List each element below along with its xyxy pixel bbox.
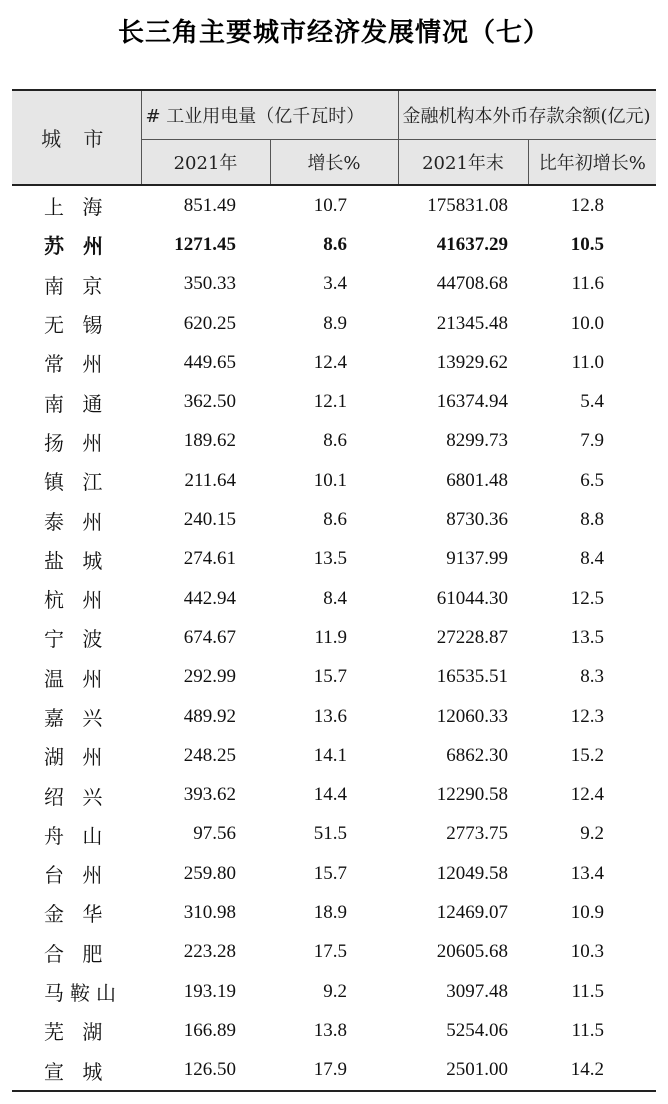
deposit-growth: 9.2 [580, 823, 605, 845]
city-name: 无 锡 [44, 313, 109, 338]
city-name: 金 华 [44, 902, 109, 927]
electricity-value: 310.98 [183, 901, 236, 923]
deposit-value: 8299.73 [446, 430, 508, 452]
deposit-value: 16374.94 [436, 391, 508, 413]
table-row [12, 343, 656, 382]
deposit-yearend-header: 2021年末 [398, 140, 528, 186]
electricity-growth: 8.9 [323, 312, 347, 334]
city-name: 镇 江 [44, 470, 109, 495]
city-name: 舟 山 [44, 823, 109, 848]
table-header [12, 90, 656, 185]
table-row [12, 500, 656, 539]
electricity-value: 350.33 [183, 273, 236, 295]
city-name: 宁 波 [44, 627, 109, 652]
electricity-value: 449.65 [183, 351, 236, 373]
electricity-growth: 8.4 [323, 587, 347, 609]
electricity-growth: 14.4 [313, 784, 347, 806]
deposit-growth: 15.2 [570, 744, 605, 766]
table-row [12, 618, 656, 657]
electricity-value: 1271.45 [174, 233, 236, 255]
city-name: 上 海 [44, 195, 109, 220]
city-name: 泰 州 [44, 509, 109, 534]
electricity-growth: 51.5 [313, 823, 347, 845]
electricity-growth: 8.6 [323, 509, 347, 531]
table-row [12, 658, 656, 697]
deposit-value: 61044.30 [436, 587, 508, 609]
deposit-value: 3097.48 [446, 980, 508, 1002]
electricity-value: 620.25 [183, 312, 236, 334]
table-row [12, 775, 656, 814]
table-row [12, 382, 656, 421]
table-row [12, 265, 656, 304]
deposit-growth: 12.5 [570, 587, 605, 609]
deposit-value: 5254.06 [446, 1019, 508, 1041]
deposit-value: 27228.87 [436, 626, 508, 648]
city-name: 芜 湖 [44, 1020, 109, 1045]
deposit-growth: 13.5 [570, 626, 605, 648]
table-row [12, 815, 656, 854]
electricity-value: 851.49 [183, 194, 236, 216]
table-row [12, 854, 656, 893]
city-name: 绍 兴 [44, 784, 109, 809]
city-name: 常 州 [44, 352, 109, 377]
table-row [12, 893, 656, 932]
electricity-value: 442.94 [183, 587, 236, 609]
electricity-value: 193.19 [183, 980, 236, 1002]
city-name: 苏 州 [44, 234, 109, 259]
economy-table [12, 89, 656, 1092]
electricity-growth: 17.9 [270, 1051, 398, 1091]
electricity-value: 248.25 [183, 744, 236, 766]
deposit-growth: 13.4 [570, 862, 605, 884]
electricity-growth-header: 增长% [270, 140, 398, 186]
table-row [12, 185, 656, 225]
electricity-value: 292.99 [183, 666, 236, 688]
electricity-value: 274.61 [183, 548, 236, 570]
industrial-electricity-header: # 工业用电量（亿千瓦时） [141, 90, 398, 140]
city-name: 南 京 [44, 273, 109, 298]
electricity-growth: 10.1 [313, 469, 347, 491]
electricity-value: 189.62 [183, 430, 236, 452]
deposit-value: 6801.48 [446, 469, 508, 491]
deposit-growth: 8.4 [580, 548, 605, 570]
electricity-value: 166.89 [183, 1019, 236, 1041]
deposit-growth: 8.8 [580, 509, 605, 531]
deposit-value: 13929.62 [436, 351, 508, 373]
electricity-growth: 13.6 [313, 705, 347, 727]
electricity-growth: 8.6 [323, 233, 347, 255]
electricity-value: 126.50 [141, 1051, 270, 1091]
city-name: 湖 州 [44, 745, 109, 770]
deposit-value: 12290.58 [436, 784, 508, 806]
table-row [12, 933, 656, 972]
deposit-growth: 8.3 [580, 666, 605, 688]
electricity-year-header: 2021年 [141, 140, 270, 186]
city-name: 马鞍山 [44, 981, 122, 1006]
city-name: 南 通 [44, 391, 109, 416]
table-row [12, 461, 656, 500]
deposit-growth: 7.9 [580, 430, 605, 452]
deposit-value: 8730.36 [446, 509, 508, 531]
electricity-value: 97.56 [193, 823, 236, 845]
city-name: 盐 城 [44, 548, 109, 573]
deposit-value: 12060.33 [436, 705, 508, 727]
data-table-container [12, 89, 656, 1092]
electricity-value: 489.92 [183, 705, 236, 727]
deposit-value: 12469.07 [436, 901, 508, 923]
electricity-growth: 13.8 [313, 1019, 347, 1041]
electricity-growth: 3.4 [323, 273, 347, 295]
table-row [12, 697, 656, 736]
electricity-growth: 17.5 [313, 941, 347, 963]
electricity-value: 211.64 [184, 469, 236, 491]
deposit-value: 20605.68 [436, 941, 508, 963]
city-name: 合 肥 [44, 941, 109, 966]
city-column-header: 城 市 [12, 90, 141, 185]
deposit-growth: 12.3 [570, 705, 605, 727]
page-title: 长三角主要城市经济发展情况（七） [117, 18, 550, 48]
city-name: 台 州 [44, 863, 109, 888]
electricity-value: 393.62 [183, 784, 236, 806]
electricity-value: 674.67 [183, 626, 236, 648]
deposit-value: 16535.51 [436, 666, 508, 688]
table-row [12, 225, 656, 264]
table-row [12, 736, 656, 775]
electricity-growth: 13.5 [313, 548, 347, 570]
deposit-growth: 14.2 [528, 1051, 656, 1091]
deposit-balance-header: 金融机构本外币存款余额(亿元) [398, 90, 656, 140]
deposit-growth: 12.8 [570, 194, 605, 216]
table-row [12, 579, 656, 618]
electricity-growth: 11.9 [314, 626, 347, 648]
deposit-growth: 11.0 [571, 351, 605, 373]
electricity-growth: 12.1 [313, 391, 347, 413]
deposit-value: 175831.08 [427, 194, 508, 216]
electricity-value: 240.15 [183, 509, 236, 531]
deposit-growth: 6.5 [580, 469, 605, 491]
city-name: 嘉 兴 [44, 706, 109, 730]
deposit-growth: 11.5 [571, 1019, 605, 1041]
electricity-growth: 9.2 [323, 980, 347, 1002]
deposit-value: 12049.58 [436, 862, 508, 884]
deposit-value: 2501.00 [398, 1051, 528, 1091]
deposit-growth-header: 比年初增长% [528, 140, 656, 186]
deposit-value: 9137.99 [446, 548, 508, 570]
deposit-value: 2773.75 [446, 823, 508, 845]
electricity-growth: 15.7 [313, 862, 347, 884]
table-row [12, 304, 656, 343]
table-body [12, 185, 656, 1091]
deposit-growth: 11.6 [571, 273, 605, 295]
city-name: 温 州 [44, 666, 109, 691]
electricity-growth: 12.4 [313, 351, 347, 373]
electricity-growth: 15.7 [313, 666, 347, 688]
deposit-growth: 10.9 [570, 901, 605, 923]
deposit-value: 21345.48 [436, 312, 508, 334]
deposit-value: 6862.30 [446, 744, 508, 766]
electricity-growth: 14.1 [313, 744, 347, 766]
deposit-growth: 10.3 [570, 941, 605, 963]
deposit-growth: 12.4 [570, 784, 605, 806]
table-row [12, 422, 656, 461]
electricity-value: 223.28 [183, 941, 236, 963]
city-name: 杭 州 [44, 588, 109, 613]
city-name: 宣 城 [12, 1051, 141, 1091]
deposit-value: 41637.29 [436, 233, 508, 255]
electricity-growth: 8.6 [323, 430, 347, 452]
city-name: 扬 州 [44, 430, 109, 455]
table-row [12, 1051, 656, 1091]
deposit-growth: 10.5 [570, 233, 605, 255]
table-row [12, 540, 656, 579]
electricity-growth: 18.9 [313, 901, 347, 923]
deposit-value: 44708.68 [436, 273, 508, 295]
deposit-growth: 11.5 [571, 980, 605, 1002]
table-row [12, 1011, 656, 1050]
electricity-value: 362.50 [183, 391, 236, 413]
electricity-growth: 10.7 [313, 194, 347, 216]
deposit-growth: 10.0 [570, 312, 605, 334]
deposit-growth: 5.4 [580, 391, 605, 413]
electricity-value: 259.80 [183, 862, 236, 884]
table-row [12, 972, 656, 1011]
